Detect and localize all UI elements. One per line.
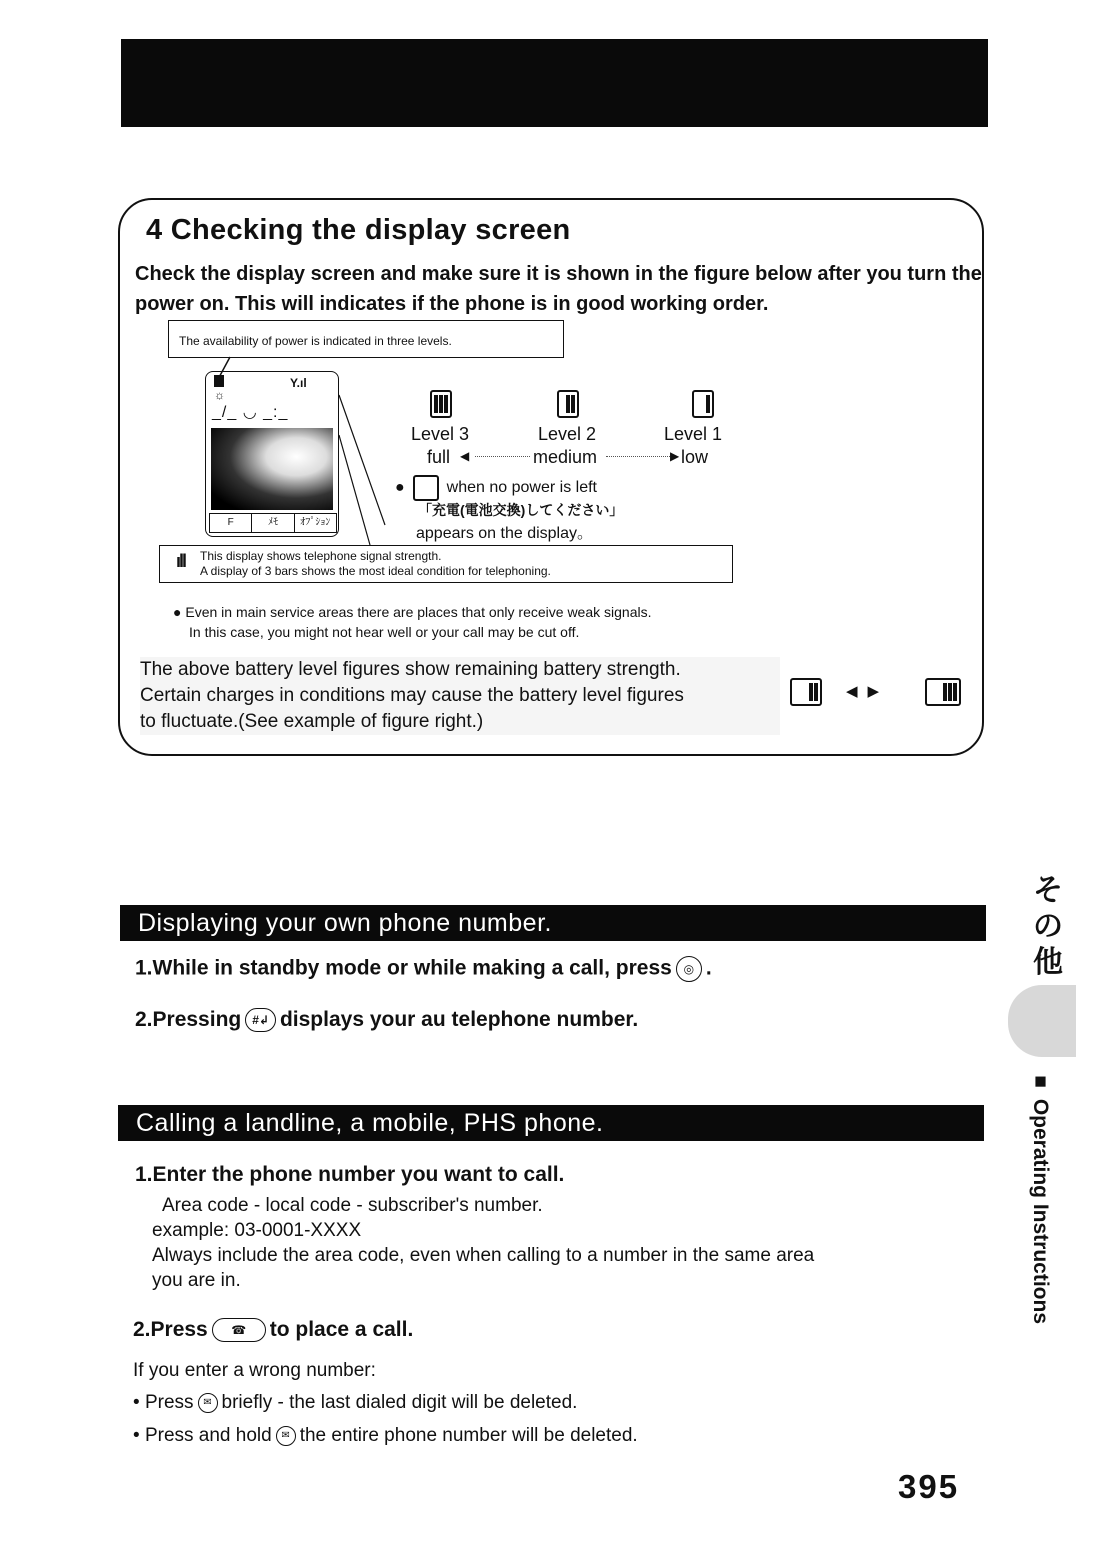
clear-key-icon: ✉ (276, 1426, 296, 1446)
signal-note-line-1: This display shows telephone signal strength. (200, 549, 442, 563)
signal-bars-icon: ıll (176, 551, 186, 571)
appears-text: appears on the display。 (416, 525, 594, 542)
phone-softkeys (209, 513, 337, 533)
center-key-icon: ◎ (676, 956, 702, 982)
battery-para-line-3: to fluctuate.(See example of figure right.) (140, 711, 484, 732)
weak-signal-note (173, 602, 651, 642)
call-step-2-text: 2.Press (133, 1318, 208, 1341)
call-key-icon: ☎ (212, 1318, 266, 1342)
battery-para-line-2: Certain charges in conditions may cause the battery level figures (140, 685, 684, 706)
weak-note-line-2: In this case, you might not hear well or your call may be cut off. (189, 624, 580, 640)
bullet-brief-a: Press (144, 1392, 194, 1413)
hash-key-icon: #↲ (245, 1008, 276, 1032)
side-tab-marker (1008, 985, 1076, 1057)
double-arrow-icon: ◀▶ (846, 683, 890, 700)
battery-level-2-example-icon (790, 678, 822, 706)
dotted-line-right (606, 456, 670, 457)
power-note: The availability of power is indicated in three levels. (168, 320, 564, 358)
softkey-memo: ﾒﾓ (252, 514, 294, 532)
level-2-label: Level 2 (538, 424, 597, 444)
bullet-icon: • (133, 1425, 145, 1446)
battery-fluctuation-text (140, 657, 780, 735)
page-number: 395 (898, 1468, 960, 1505)
side-label-operating-instructions: ■ Operating Instructions (1029, 1070, 1052, 1325)
section-intro: Check the display screen and make sure it is shown in the figure below after you turn the power on. This will indicates if the phone is in good working order. (135, 263, 982, 315)
level-2-desc: medium (533, 447, 598, 467)
bullet-brief (133, 1390, 577, 1415)
level-1-label: Level 1 (664, 424, 723, 444)
top-banner (121, 39, 988, 127)
own-number-step-2 (135, 1008, 638, 1032)
own-number-step-1 (135, 956, 712, 982)
bullet-icon: • (133, 1392, 145, 1413)
bullet-hold (133, 1423, 638, 1448)
wallpaper-image (211, 428, 333, 510)
clear-key-icon: ✉ (198, 1393, 218, 1413)
calling-step-2 (133, 1318, 413, 1342)
battery-level-3-example-icon (925, 678, 961, 706)
calling-line-4: you are in. (152, 1270, 241, 1291)
battery-para-line-1: The above battery level figures show remaining battery strength. (140, 659, 681, 680)
level-1-desc: low (681, 447, 709, 467)
step-2-text: 2.Pressing (135, 1008, 242, 1031)
bullet-brief-b: briefly - the last dialed digit will be deleted. (221, 1392, 578, 1413)
battery-empty-icon (413, 475, 439, 501)
calling-line-3: Always include the area code, even when calling to a number in the same area (152, 1245, 815, 1266)
call-step-2-end: to place a call. (269, 1318, 414, 1341)
softkey-option: ｵﾌﾟｼｮﾝ (300, 517, 331, 528)
level-3-desc: full (427, 447, 451, 467)
step-1-text: 1.While in standby mode or while making a call, press (135, 956, 672, 980)
step-2-end: displays your au telephone number. (279, 1008, 639, 1031)
bullet-icon: ● (173, 604, 186, 620)
signal-note-line-2: A display of 3 bars shows the most ideal condition for telephoning. (200, 564, 551, 578)
signal-antenna-icon: Y.ıl (290, 376, 307, 390)
arrow-right-icon: ▶ (670, 449, 680, 463)
battery-level-3-icon (430, 390, 452, 418)
step-1-end: . (705, 956, 712, 980)
empty-note-text: when no power is left (446, 479, 597, 496)
section-header-calling: Calling a landline, a mobile, PHS phone. (118, 1105, 984, 1141)
bullet-icon: ● (395, 479, 405, 496)
section-header-own-number: Displaying your own phone number. (120, 905, 986, 941)
phone-clock: _/_ ◡ _:_ (212, 404, 289, 421)
arrow-left-icon: ◀ (460, 449, 470, 463)
bulb-icon: ☼ (214, 388, 225, 402)
level-3-label: Level 3 (411, 424, 470, 444)
dotted-line-left (475, 456, 530, 457)
bullet-hold-a: Press and hold (144, 1425, 272, 1446)
calling-line-1: Area code - local code - subscriber's number. (162, 1195, 543, 1216)
section-title: 4 Checking the display screen (146, 214, 571, 246)
side-label-jp: その他 (1033, 874, 1063, 979)
battery-level-2-icon (557, 390, 579, 418)
battery-level-1-icon (692, 390, 714, 418)
signal-note (159, 545, 733, 583)
bullet-hold-b: the entire phone number will be deleted. (299, 1425, 638, 1446)
weak-note-line-1: Even in main service areas there are places that only receive weak signals. (185, 604, 652, 620)
empty-battery-note (395, 475, 597, 501)
charge-message-jp: 「充電(電池交換)してください」 (418, 502, 624, 518)
softkey-f: F (210, 514, 252, 532)
wrong-number-text: If you enter a wrong number: (133, 1360, 376, 1381)
calling-step-1: 1.Enter the phone number you want to call. (135, 1163, 565, 1186)
calling-line-2: example: 03-0001-XXXX (152, 1220, 362, 1241)
phone-display-figure (205, 371, 339, 537)
battery-indicator-icon (214, 375, 224, 387)
